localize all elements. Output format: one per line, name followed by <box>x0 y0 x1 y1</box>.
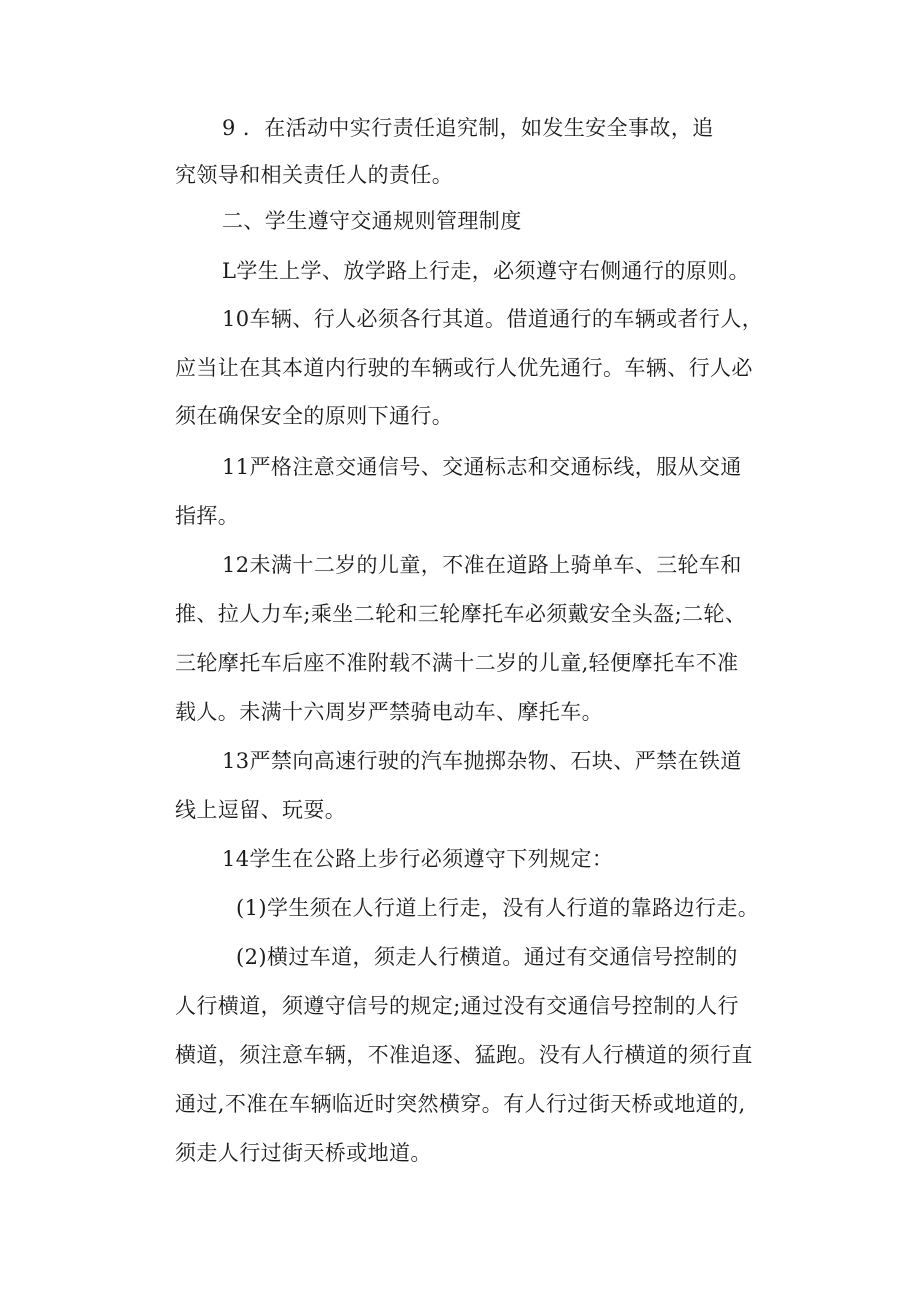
paragraph-line: 线上逗留、玩耍。 <box>175 798 347 822</box>
paragraph-line: 11严格注意交通信号、交通标志和交通标线，服从交通 <box>222 455 742 479</box>
paragraph-line: 推、拉人力车;乘坐二轮和三轮摩托车必须戴安全头盔;二轮、 <box>175 602 747 626</box>
paragraph-line: 载人。未满十六周岁严禁骑电动车、摩托车。 <box>175 700 603 724</box>
paragraph-line: 须在确保安全的原则下通行。 <box>175 404 454 428</box>
paragraph-line: 通过,不准在车辆临近时突然横穿。有人行过街天桥或地道的, <box>175 1092 746 1116</box>
paragraph-line: 究领导和相关责任人的责任。 <box>175 163 454 187</box>
section-heading: 二、学生遵守交通规则管理制度 <box>222 209 522 233</box>
paragraph-line: 14学生在公路上步行必须遵守下列规定： <box>222 847 614 871</box>
paragraph-line: 须走人行过街天桥或地道。 <box>175 1141 432 1165</box>
paragraph-line: 13严禁向高速行驶的汽车抛掷杂物、石块、严禁在铁道 <box>222 749 742 773</box>
paragraph-line: 横道，须注意车辆，不准追逐、猛跑。没有人行横道的须行直 <box>175 1043 753 1067</box>
paragraph-line: 9 ．在活动中实行责任追究制，如发生安全事故，追 <box>222 116 714 140</box>
paragraph-line: 指挥。 <box>175 504 240 528</box>
paragraph-line: 三轮摩托车后座不准附载不满十二岁的儿童,轻便摩托车不准 <box>175 651 739 675</box>
paragraph-line: 12未满十二岁的儿童，不准在道路上骑单车、三轮车和 <box>222 553 742 577</box>
paragraph-line: L学生上学、放学路上行走，必须遵守右侧通行的原则。 <box>222 259 750 283</box>
list-item: (1)学生须在人行道上行走，没有人行道的靠路边行走。 <box>236 896 760 920</box>
paragraph-line: 10车辆、行人必须各行其道。借道通行的车辆或者行人， <box>222 307 764 331</box>
list-item: (2)横过车道，须走人行横道。通过有交通信号控制的 <box>236 945 738 969</box>
paragraph-line: 应当让在其本道内行驶的车辆或行人优先通行。车辆、行人必 <box>175 356 753 380</box>
paragraph-line: 人行横道，须遵守信号的规定;通过没有交通信号控制的人行 <box>175 994 739 1018</box>
